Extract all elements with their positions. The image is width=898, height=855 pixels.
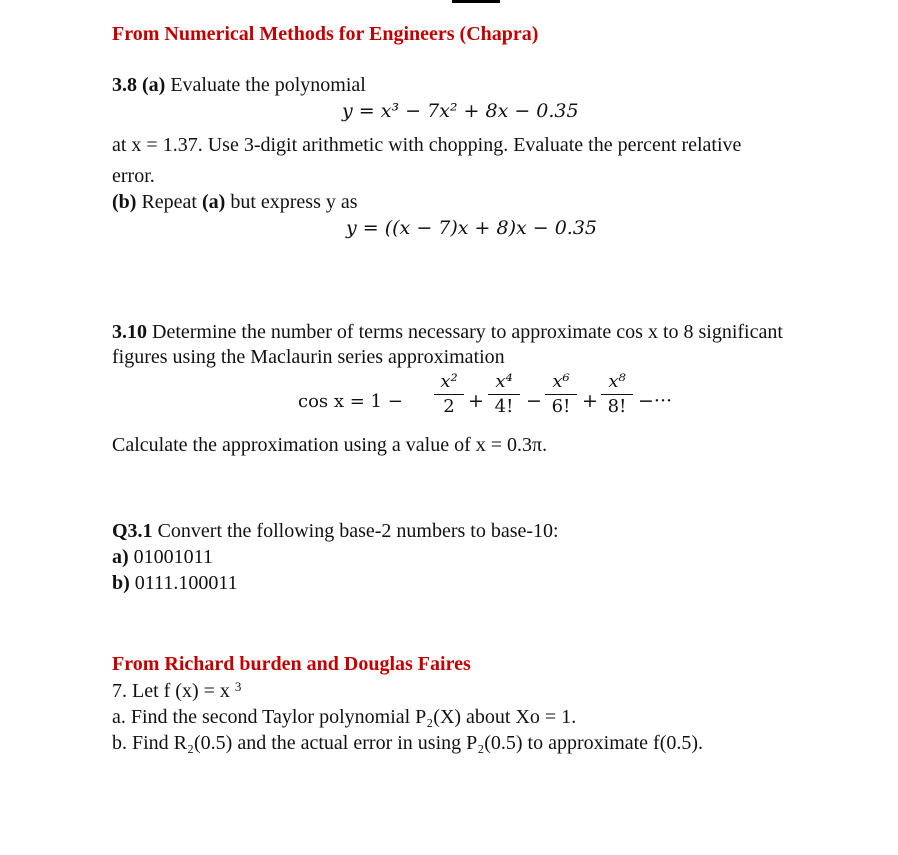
part-b-label: (b): [112, 191, 137, 213]
problem-3-10-text: Determine the number of terms necessary to approximate cos x to 8 significant: [147, 321, 783, 343]
item-b: b. Find R₂(0.5) and the actual error in using P₂(0.5) to approximate f(0.5).: [112, 732, 704, 754]
fraction-2-numerator: x⁴: [495, 371, 513, 392]
fraction-x6-over-6f: [545, 371, 577, 417]
problem-3-10-line2: figures using the Maclaurin series approximation: [112, 346, 505, 368]
item-a: a. Find the second Taylor polynomial P₂(X) about Xo = 1.: [112, 706, 577, 728]
question-3-1-text: Convert the following base-2 numbers to base-10:: [152, 520, 559, 542]
problem-3-10-label: 3.10: [112, 321, 147, 343]
problem-3-8-part-b: [112, 190, 358, 214]
part-b-ref-a: (a): [201, 191, 226, 213]
fraction-x8-over-8f: [601, 371, 633, 417]
section-heading-chapra: From Numerical Methods for Engineers (Chapra): [112, 23, 539, 45]
question-3-1-line1: [112, 519, 559, 543]
fraction-4-numerator: x⁸: [608, 371, 626, 392]
item-7: [112, 679, 241, 703]
top-rule: [452, 0, 500, 3]
problem-3-10-line1: [112, 320, 783, 344]
problem-3-8-line1: [112, 73, 366, 97]
problem-3-10-line3: Calculate the approximation using a value of x = 0.3π.: [112, 434, 548, 456]
fraction-3-numerator: x⁶: [552, 371, 570, 392]
question-3-1-label: Q3.1: [112, 520, 153, 542]
fraction-2-denominator: 4!: [494, 396, 514, 417]
item-7-text: 7. Let f (x) = x: [112, 680, 235, 702]
polynomial-equation: y = x³ − 7x² + 8x − 0.35: [342, 100, 579, 122]
fraction-3-denominator: 6!: [551, 396, 571, 417]
fraction-x4-over-4f: [488, 371, 520, 417]
fraction-4-denominator: 8!: [607, 396, 627, 417]
fraction-x2-over-2: [434, 371, 464, 417]
problem-3-8-intro: Evaluate the polynomial: [165, 74, 366, 96]
nested-polynomial-equation: y = ((x − 7)x + 8)x − 0.35: [346, 217, 598, 239]
series-ellipsis: −···: [638, 390, 673, 412]
part-b-text-1: Repeat: [136, 191, 202, 213]
op-minus-1: −: [526, 390, 542, 412]
question-3-1-b: [112, 571, 238, 595]
question-3-1-a: [112, 545, 213, 569]
cos-lhs: cos x = 1 −: [298, 391, 403, 412]
part-a-label: a): [112, 546, 129, 568]
op-plus-2: +: [582, 390, 598, 412]
fraction-1-denominator: 2: [443, 396, 455, 417]
op-plus-1: +: [468, 390, 484, 412]
fraction-1-numerator: x²: [440, 371, 458, 392]
part-b-value: 0111.100011: [129, 572, 238, 594]
item-7-exponent: 3: [234, 679, 242, 694]
part-b-label-q31: b): [112, 572, 130, 594]
problem-3-8-label: 3.8 (a): [112, 74, 166, 96]
part-a-value: 01001011: [128, 546, 213, 568]
section-heading-burden: From Richard burden and Douglas Faires: [112, 653, 471, 675]
problem-3-8-line2: at x = 1.37. Use 3-digit arithmetic with chopping. Evaluate the percent relative: [112, 134, 742, 156]
part-b-text-2: but express y as: [225, 191, 358, 213]
problem-3-8-line3: error.: [112, 165, 155, 187]
